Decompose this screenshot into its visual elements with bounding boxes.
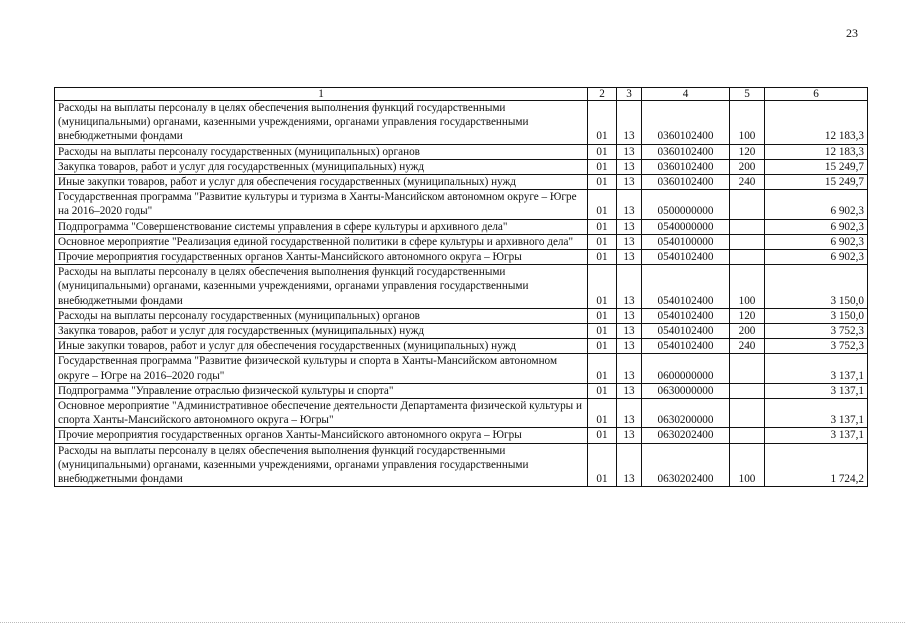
table-row: [55, 324, 868, 339]
row-name-cell: Расходы на выплаты персоналу государственных (муниципальных) органов: [55, 144, 588, 159]
section-code-cell: 01: [588, 399, 617, 428]
target-article-cell: 0540100000: [642, 234, 730, 249]
subsection-code-cell: 13: [617, 339, 642, 354]
target-article-cell: 0540102400: [642, 324, 730, 339]
table-row: [55, 101, 868, 145]
subsection-code-cell: 13: [617, 324, 642, 339]
row-name-cell: Расходы на выплаты персоналу в целях обеспечения выполнения функций государственными (муниципальными) органами, казенными учреждениями, органами управления государственными внебюджетными фондами: [55, 443, 588, 487]
row-name-cell: Иные закупки товаров, работ и услуг для обеспечения государственных (муниципальных) нужд: [55, 339, 588, 354]
table-row: [55, 250, 868, 265]
table-row: [55, 190, 868, 219]
expense-type-cell: [730, 428, 765, 443]
row-name-cell: Прочие мероприятия государственных органов Ханты-Мансийского автономного округа – Югры: [55, 250, 588, 265]
table-row: [55, 234, 868, 249]
amount-cell: 6 902,3: [765, 250, 868, 265]
expense-type-cell: [730, 219, 765, 234]
row-name-cell: Основное мероприятие "Реализация единой государственной политики в сфере культуры и архивного дела": [55, 234, 588, 249]
expense-type-cell: 200: [730, 159, 765, 174]
target-article-cell: 0360102400: [642, 144, 730, 159]
table-row: [55, 383, 868, 398]
section-code-cell: 01: [588, 339, 617, 354]
target-article-cell: 0500000000: [642, 190, 730, 219]
table-row: [55, 339, 868, 354]
subsection-code-cell: 13: [617, 308, 642, 323]
amount-cell: 3 752,3: [765, 339, 868, 354]
target-article-cell: 0360102400: [642, 159, 730, 174]
expense-type-cell: [730, 383, 765, 398]
target-article-cell: 0630000000: [642, 383, 730, 398]
subsection-code-cell: 13: [617, 159, 642, 174]
amount-cell: 3 150,0: [765, 308, 868, 323]
header-cell: 6: [765, 88, 868, 101]
section-code-cell: 01: [588, 443, 617, 487]
subsection-code-cell: 13: [617, 383, 642, 398]
row-name-cell: Расходы на выплаты персоналу в целях обеспечения выполнения функций государственными (муниципальными) органами, казенными учреждениями, органами управления государственными внебюджетными фондами: [55, 101, 588, 145]
target-article-cell: 0630200000: [642, 399, 730, 428]
expense-type-cell: [730, 190, 765, 219]
subsection-code-cell: 13: [617, 250, 642, 265]
table-row: [55, 219, 868, 234]
row-name-cell: Государственная программа "Развитие культуры и туризма в Ханты-Мансийском автономном округе – Югре на 2016–2020 годы": [55, 190, 588, 219]
expense-type-cell: 120: [730, 308, 765, 323]
table-row: [55, 265, 868, 309]
subsection-code-cell: 13: [617, 265, 642, 309]
row-name-cell: Подпрограмма "Совершенствование системы управления в сфере культуры и архивного дела": [55, 219, 588, 234]
expense-type-cell: 100: [730, 265, 765, 309]
expense-type-cell: [730, 354, 765, 383]
target-article-cell: 0540102400: [642, 339, 730, 354]
target-article-cell: 0540102400: [642, 265, 730, 309]
target-article-cell: 0360102400: [642, 175, 730, 190]
amount-cell: 3 137,1: [765, 383, 868, 398]
table-row: [55, 443, 868, 487]
scan-artifact-line: [0, 622, 905, 623]
row-name-cell: Расходы на выплаты персоналу в целях обеспечения выполнения функций государственными (муниципальными) органами, казенными учреждениями, органами управления государственными внебюджетными фондами: [55, 265, 588, 309]
table-body: [55, 101, 868, 487]
table-row: [55, 399, 868, 428]
target-article-cell: 0540102400: [642, 308, 730, 323]
page-number: 23: [846, 26, 858, 40]
table-row: [55, 428, 868, 443]
subsection-code-cell: 13: [617, 101, 642, 145]
row-name-cell: Государственная программа "Развитие физической культуры и спорта в Ханты-Мансийском автономном округе – Югре на 2016–2020 годы": [55, 354, 588, 383]
amount-cell: 6 902,3: [765, 234, 868, 249]
subsection-code-cell: 13: [617, 399, 642, 428]
amount-cell: 15 249,7: [765, 175, 868, 190]
subsection-code-cell: 13: [617, 428, 642, 443]
target-article-cell: 0540000000: [642, 219, 730, 234]
header-cell: 5: [730, 88, 765, 101]
section-code-cell: 01: [588, 219, 617, 234]
amount-cell: 3 150,0: [765, 265, 868, 309]
header-cell: 2: [588, 88, 617, 101]
subsection-code-cell: 13: [617, 175, 642, 190]
amount-cell: 15 249,7: [765, 159, 868, 174]
amount-cell: 6 902,3: [765, 190, 868, 219]
amount-cell: 6 902,3: [765, 219, 868, 234]
section-code-cell: 01: [588, 234, 617, 249]
amount-cell: 3 752,3: [765, 324, 868, 339]
section-code-cell: 01: [588, 265, 617, 309]
budget-table: [54, 87, 868, 487]
row-name-cell: Основное мероприятие "Административное обеспечение деятельности Департамента физической культуры и спорта Ханты-Мансийского автономного округа – Югры": [55, 399, 588, 428]
section-code-cell: 01: [588, 324, 617, 339]
subsection-code-cell: 13: [617, 190, 642, 219]
section-code-cell: 01: [588, 308, 617, 323]
row-name-cell: Расходы на выплаты персоналу государственных (муниципальных) органов: [55, 308, 588, 323]
header-row: [55, 88, 868, 101]
amount-cell: 12 183,3: [765, 144, 868, 159]
expense-type-cell: 120: [730, 144, 765, 159]
section-code-cell: 01: [588, 250, 617, 265]
section-code-cell: 01: [588, 101, 617, 145]
amount-cell: 3 137,1: [765, 399, 868, 428]
subsection-code-cell: 13: [617, 354, 642, 383]
row-name-cell: Подпрограмма "Управление отраслью физической культуры и спорта": [55, 383, 588, 398]
section-code-cell: 01: [588, 159, 617, 174]
subsection-code-cell: 13: [617, 443, 642, 487]
expense-type-cell: 100: [730, 443, 765, 487]
row-name-cell: Закупка товаров, работ и услуг для государственных (муниципальных) нужд: [55, 324, 588, 339]
header-cell: 1: [55, 88, 588, 101]
row-name-cell: Прочие мероприятия государственных органов Ханты-Мансийского автономного округа – Югры: [55, 428, 588, 443]
amount-cell: 3 137,1: [765, 428, 868, 443]
section-code-cell: 01: [588, 383, 617, 398]
expense-type-cell: 100: [730, 101, 765, 145]
row-name-cell: Закупка товаров, работ и услуг для государственных (муниципальных) нужд: [55, 159, 588, 174]
target-article-cell: 0540102400: [642, 250, 730, 265]
subsection-code-cell: 13: [617, 234, 642, 249]
expense-type-cell: 200: [730, 324, 765, 339]
section-code-cell: 01: [588, 354, 617, 383]
table-row: [55, 159, 868, 174]
table-row: [55, 308, 868, 323]
expense-type-cell: 240: [730, 339, 765, 354]
section-code-cell: 01: [588, 190, 617, 219]
target-article-cell: 0360102400: [642, 101, 730, 145]
row-name-cell: Иные закупки товаров, работ и услуг для обеспечения государственных (муниципальных) нужд: [55, 175, 588, 190]
amount-cell: 1 724,2: [765, 443, 868, 487]
target-article-cell: 0630202400: [642, 443, 730, 487]
section-code-cell: 01: [588, 144, 617, 159]
expense-type-cell: [730, 399, 765, 428]
target-article-cell: 0600000000: [642, 354, 730, 383]
amount-cell: 3 137,1: [765, 354, 868, 383]
header-cell: 4: [642, 88, 730, 101]
subsection-code-cell: 13: [617, 144, 642, 159]
subsection-code-cell: 13: [617, 219, 642, 234]
amount-cell: 12 183,3: [765, 101, 868, 145]
header-cell: 3: [617, 88, 642, 101]
expense-type-cell: [730, 250, 765, 265]
section-code-cell: 01: [588, 428, 617, 443]
table-row: [55, 144, 868, 159]
expense-type-cell: [730, 234, 765, 249]
target-article-cell: 0630202400: [642, 428, 730, 443]
section-code-cell: 01: [588, 175, 617, 190]
table-row: [55, 175, 868, 190]
expense-type-cell: 240: [730, 175, 765, 190]
table-row: [55, 354, 868, 383]
